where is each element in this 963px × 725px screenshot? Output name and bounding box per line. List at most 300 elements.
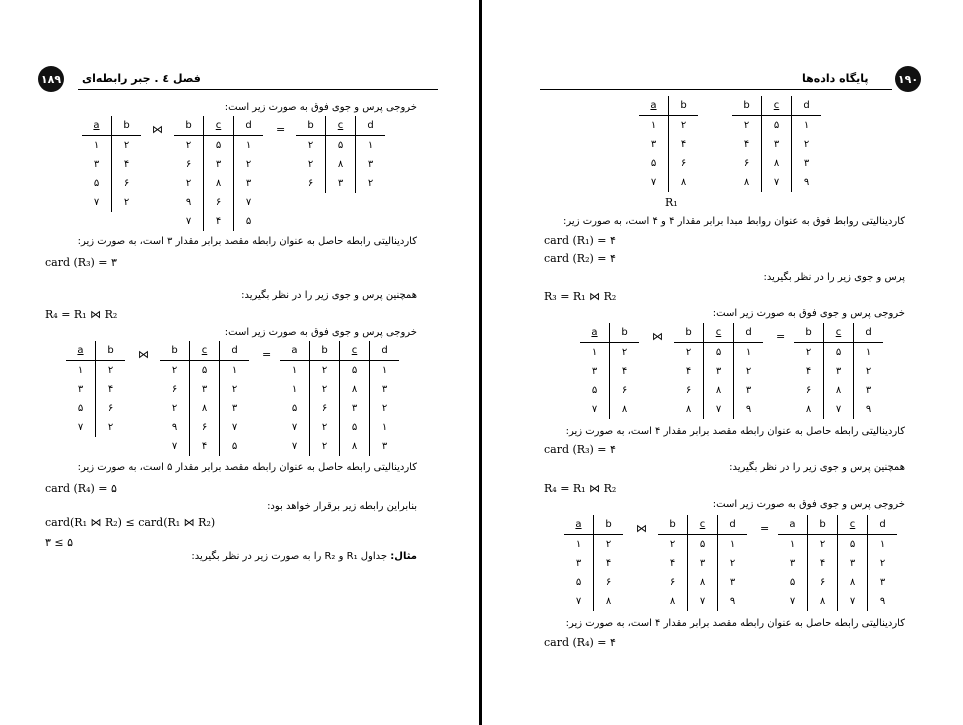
table-cell: ۲ [734, 362, 764, 381]
query-expression: R₄ = R₁ ⋈ R₂ [45, 308, 118, 321]
table [82, 116, 141, 212]
cardinality-equation: card (R₄) = ۴ [544, 636, 616, 649]
table-cell: ۶ [171, 384, 178, 395]
table-cell: ۴ [112, 155, 142, 174]
book-title: پایگاه داده‌ها [802, 72, 869, 85]
table-caption: R₁ [665, 196, 678, 209]
table-row [794, 362, 883, 381]
table-row [674, 362, 763, 381]
table-row [732, 154, 821, 173]
table-cell: ۱ [789, 539, 796, 550]
table-cell: ۱ [650, 120, 657, 131]
table-cell: ۵ [234, 212, 264, 231]
table-row [794, 381, 883, 400]
table-cell: ۵ [326, 136, 356, 156]
inequality-numeric: ۳ ≤ ۵ [45, 536, 74, 549]
intro-text: خروجی پرس و جوی فوق به صورت زیر است: [224, 327, 417, 338]
cardinality-r2: card (R₂) = ۴ [544, 252, 616, 265]
column-header: c [204, 116, 234, 136]
column-header: d [234, 116, 264, 136]
table-cell: ۶ [185, 159, 192, 170]
table-cell: ۵ [824, 343, 854, 363]
table-cell: ۵ [575, 577, 582, 588]
table-cell: ۲ [805, 347, 812, 358]
table-cell: ۴ [190, 437, 220, 456]
query-expression: R₄ = R₁ ⋈ R₂ [544, 482, 617, 495]
table-cell: ۳ [234, 174, 264, 193]
table-cell: ۷ [591, 404, 598, 415]
equals-operator: = [262, 348, 272, 361]
therefore-text: بنابراین رابطه زیر برقرار خواهد بود: [267, 501, 417, 512]
table-row [280, 361, 399, 381]
table-cell: ۷ [93, 197, 100, 208]
table-row [82, 155, 141, 174]
table [778, 515, 897, 611]
table-cell: ۷ [234, 193, 264, 212]
table-row [82, 193, 141, 212]
cardinality-text: کاردینالیتی رابطه حاصل به عنوان رابطه مقصد برابر مقدار ۳ است، به صورت زیر: [77, 236, 417, 247]
table-cell: ۱ [734, 343, 764, 363]
table-cell: ۲ [307, 159, 314, 170]
table-cell: ۵ [340, 418, 370, 437]
column-header: d [356, 116, 386, 136]
header-rule [540, 89, 892, 90]
table-cell: ۵ [688, 535, 718, 555]
table-cell: ۵ [93, 178, 100, 189]
table-cell: ۳ [370, 380, 400, 399]
equals-operator: = [276, 123, 286, 136]
table-cell: ۳ [326, 174, 356, 193]
cardinality-text: کاردینالیتی رابطه حاصل به عنوان رابطه مقصد برابر مقدار ۴ است، به صورت زیر: [565, 618, 905, 629]
table-cell: ۳ [789, 558, 796, 569]
table-cell: ۳ [77, 384, 84, 395]
table-cell: ۶ [307, 178, 314, 189]
table-cell: ۱ [291, 365, 298, 376]
table-row [296, 174, 385, 193]
table-cell: ۹ [734, 400, 764, 419]
table-cell: ۷ [185, 216, 192, 227]
table-cell: ۵ [650, 158, 657, 169]
column-header: a [82, 116, 112, 136]
table-row [658, 573, 747, 592]
table-cell: ۲ [310, 437, 340, 456]
table-cell: ۶ [96, 399, 126, 418]
table-cell: ۹ [185, 197, 192, 208]
table [674, 323, 763, 419]
table-row [639, 154, 698, 173]
table-cell: ۱ [291, 384, 298, 395]
table-row [794, 400, 883, 419]
table-row [658, 554, 747, 573]
table-cell: ۸ [824, 381, 854, 400]
table-cell: ۶ [112, 174, 142, 193]
intro-text: خروجی پرس و جوی فوق به صورت زیر است: [712, 499, 905, 510]
chapter-title: فصل ٤ . جبر رابطه‌ای [82, 72, 201, 85]
table-cell: ۲ [718, 554, 748, 573]
table-cell: ۳ [854, 381, 884, 400]
table-cell: ۶ [808, 573, 838, 592]
column-header: b [610, 323, 640, 343]
table-row [564, 535, 623, 555]
column-header: b [808, 515, 838, 535]
table-cell: ۲ [220, 380, 250, 399]
column-header: a [580, 323, 610, 343]
table-row [82, 174, 141, 193]
table-cell: ۸ [669, 596, 676, 607]
table-cell: ۵ [838, 535, 868, 555]
cardinality-text: کاردینالیتی روابط فوق به عنوان روابط مبدا برابر مقدار ۴ و ۴ است، به صورت زیر: [563, 216, 905, 227]
table-row [674, 343, 763, 363]
table-cell: ۱ [370, 418, 400, 437]
table-row [280, 380, 399, 399]
example-text: جداول R₁ و R₂ را به صورت زیر در نظر بگیرید: [191, 551, 388, 562]
cardinality-r1: card (R₁) = ۴ [544, 234, 616, 247]
table-row [66, 361, 125, 381]
table-row [280, 399, 399, 418]
table-cell: ۲ [112, 136, 142, 156]
cardinality-equation: card (R₄) = ۵ [45, 482, 117, 495]
table-cell: ۳ [204, 155, 234, 174]
column-header: b [296, 116, 326, 136]
table [658, 515, 747, 611]
column-header: d [718, 515, 748, 535]
table-cell: ۷ [789, 596, 796, 607]
table-row [160, 361, 249, 381]
table-cell: ۵ [291, 403, 298, 414]
column-header: a [66, 341, 96, 361]
equals-operator: = [776, 330, 786, 343]
table-cell: ۸ [669, 173, 699, 192]
table-cell: ۵ [340, 361, 370, 381]
table-cell: ۲ [610, 343, 640, 363]
column-header: d [220, 341, 250, 361]
table-cell: ۴ [204, 212, 234, 231]
table-row [174, 155, 263, 174]
table-cell: ۷ [171, 441, 178, 452]
table-row [66, 399, 125, 418]
table-row [160, 418, 249, 437]
table-row [639, 173, 698, 192]
table-row [639, 135, 698, 154]
column-header: d [854, 323, 884, 343]
table-cell: ۸ [204, 174, 234, 193]
table-cell: ۷ [824, 400, 854, 419]
table-cell: ۷ [291, 441, 298, 452]
table-cell: ۲ [808, 535, 838, 555]
example-paragraph [191, 551, 417, 562]
table-cell: ۲ [185, 140, 192, 151]
table-cell: ۷ [688, 592, 718, 611]
table [174, 116, 263, 231]
table-cell: ۲ [792, 135, 822, 154]
table-cell: ۲ [594, 535, 624, 555]
left-page [0, 0, 479, 725]
column-header: b [658, 515, 688, 535]
column-header: b [674, 323, 704, 343]
table-cell: ۹ [171, 422, 178, 433]
table-row [174, 136, 263, 156]
table-cell: ۸ [762, 154, 792, 173]
join-operator: ⋈ [152, 123, 163, 136]
table-cell: ۲ [669, 539, 676, 550]
table [794, 323, 883, 419]
table-row [564, 573, 623, 592]
table-cell: ۳ [868, 573, 898, 592]
column-header: c [838, 515, 868, 535]
table-row [160, 437, 249, 456]
table-cell: ۲ [96, 418, 126, 437]
table [66, 341, 125, 437]
table-cell: ۲ [310, 418, 340, 437]
table-cell: ۲ [868, 554, 898, 573]
table-cell: ۹ [854, 400, 884, 419]
table-cell: ۳ [824, 362, 854, 381]
table-r2 [732, 96, 821, 192]
table-cell: ۸ [340, 380, 370, 399]
table-cell: ۱ [868, 535, 898, 555]
column-header: a [564, 515, 594, 535]
table-row [778, 554, 897, 573]
table-cell: ۶ [190, 418, 220, 437]
cardinality-equation: card (R₃) = ۳ [45, 256, 117, 269]
table-cell: ۴ [669, 558, 676, 569]
table-row [658, 592, 747, 611]
table-row [82, 136, 141, 156]
intro-text: خروجی پرس و جوی فوق به صورت زیر است: [712, 308, 905, 319]
table-row [732, 173, 821, 192]
inequality-expression: card(R₁ ⋈ R₂) ≤ card(R₁ ⋈ R₂) [45, 516, 216, 529]
table-cell: ۷ [77, 422, 84, 433]
table-cell: ۵ [789, 577, 796, 588]
table-cell: ۸ [610, 400, 640, 419]
column-header: a [639, 96, 669, 116]
example-label: مثال: [390, 551, 417, 562]
table-cell: ۳ [591, 366, 598, 377]
table-cell: ۵ [204, 136, 234, 156]
also-query-text: همچنین پرس و جوی زیر را در نظر بگیرید: [241, 290, 417, 301]
table-cell: ۷ [575, 596, 582, 607]
intro-text: خروجی پرس و جوی فوق به صورت زیر است: [224, 102, 417, 113]
table-cell: ۲ [307, 140, 314, 151]
table-cell: ۷ [762, 173, 792, 192]
table-row [732, 116, 821, 136]
table-cell: ۱ [792, 116, 822, 136]
table-cell: ۴ [805, 366, 812, 377]
table-cell: ۶ [594, 573, 624, 592]
table-row [778, 573, 897, 592]
table-cell: ۳ [718, 573, 748, 592]
table-cell: ۱ [93, 140, 100, 151]
column-header: a [280, 341, 310, 361]
table-row [658, 535, 747, 555]
table-cell: ۱ [575, 539, 582, 550]
header-rule [78, 89, 438, 90]
table-cell: ۲ [370, 399, 400, 418]
table-cell: ۳ [340, 399, 370, 418]
table-cell: ۵ [190, 361, 220, 381]
table-cell: ۳ [762, 135, 792, 154]
table-cell: ۲ [185, 178, 192, 189]
table-cell: ۵ [704, 343, 734, 363]
cardinality-equation: card (R₃) = ۴ [544, 443, 616, 456]
table-cell: ۳ [370, 437, 400, 456]
table-cell: ۸ [685, 404, 692, 415]
table-cell: ۸ [743, 177, 750, 188]
column-header: d [370, 341, 400, 361]
table-cell: ۱ [370, 361, 400, 381]
table-cell: ۲ [669, 116, 699, 136]
column-header: d [868, 515, 898, 535]
table-cell: ۲ [685, 347, 692, 358]
table-cell: ۷ [838, 592, 868, 611]
table-row [639, 116, 698, 136]
table-row [296, 155, 385, 174]
table-row [580, 400, 639, 419]
table-row [778, 535, 897, 555]
column-header: b [96, 341, 126, 361]
table-cell: ۸ [808, 592, 838, 611]
table-cell: ۳ [734, 381, 764, 400]
column-header: c [688, 515, 718, 535]
table-cell: ۱ [718, 535, 748, 555]
table-cell: ۴ [96, 380, 126, 399]
column-header: c [190, 341, 220, 361]
table-cell: ۶ [669, 154, 699, 173]
table-cell: ۳ [575, 558, 582, 569]
table-cell: ۴ [808, 554, 838, 573]
table-row [580, 362, 639, 381]
table-cell: ۲ [234, 155, 264, 174]
table-row [564, 554, 623, 573]
table-cell: ۷ [704, 400, 734, 419]
table-cell: ۸ [340, 437, 370, 456]
page-number-badge: ۱۹۰ [895, 66, 921, 92]
table-row [280, 418, 399, 437]
query-text: پرس و جوی زیر را در نظر بگیرید: [763, 272, 905, 283]
table-row [674, 400, 763, 419]
column-header: c [762, 96, 792, 116]
table-cell: ۶ [310, 399, 340, 418]
table-cell: ۲ [171, 403, 178, 414]
table-cell: ۳ [688, 554, 718, 573]
table-cell: ۲ [310, 380, 340, 399]
right-page [482, 0, 963, 725]
column-header: c [824, 323, 854, 343]
table-cell: ۱ [854, 343, 884, 363]
table-cell: ۳ [356, 155, 386, 174]
table-cell: ۵ [77, 403, 84, 414]
also-query-text: همچنین پرس و جوی زیر را در نظر بگیرید: [729, 462, 905, 473]
column-header: b [594, 515, 624, 535]
table-row [794, 343, 883, 363]
table-cell: ۲ [854, 362, 884, 381]
table-cell: ۶ [805, 385, 812, 396]
table-cell: ۲ [96, 361, 126, 381]
table-cell: ۳ [792, 154, 822, 173]
table-cell: ۱ [234, 136, 264, 156]
column-header: c [326, 116, 356, 136]
table-cell: ۳ [704, 362, 734, 381]
table-cell: ۹ [792, 173, 822, 192]
column-header: b [112, 116, 142, 136]
query-expression: R₃ = R₁ ⋈ R₂ [544, 290, 617, 303]
table-cell: ۶ [610, 381, 640, 400]
table-cell: ۹ [718, 592, 748, 611]
page-number-badge: ۱۸۹ [38, 66, 64, 92]
table-r1 [639, 96, 698, 192]
table-cell: ۴ [743, 139, 750, 150]
join-operator: ⋈ [652, 330, 663, 343]
table [160, 341, 249, 456]
table [280, 341, 399, 456]
table-cell: ۶ [204, 193, 234, 212]
table-row [564, 592, 623, 611]
table-row [580, 381, 639, 400]
column-header: c [340, 341, 370, 361]
table-cell: ۴ [610, 362, 640, 381]
table-cell: ۵ [220, 437, 250, 456]
table-cell: ۳ [93, 159, 100, 170]
table [296, 116, 385, 193]
table-cell: ۴ [594, 554, 624, 573]
table-row [174, 212, 263, 231]
table-cell: ۸ [326, 155, 356, 174]
table-cell: ۱ [591, 347, 598, 358]
column-header: d [734, 323, 764, 343]
table-cell: ۸ [704, 381, 734, 400]
table-cell: ۱ [356, 136, 386, 156]
table-cell: ۷ [291, 422, 298, 433]
table-row [778, 592, 897, 611]
table-cell: ۱ [77, 365, 84, 376]
join-operator: ⋈ [138, 348, 149, 361]
table-cell: ۸ [838, 573, 868, 592]
column-header: b [174, 116, 204, 136]
table-cell: ۱ [220, 361, 250, 381]
table-cell: ۷ [650, 177, 657, 188]
table-cell: ۶ [685, 385, 692, 396]
table-cell: ۶ [669, 577, 676, 588]
column-header: d [792, 96, 822, 116]
table-cell: ۳ [838, 554, 868, 573]
table-row [580, 343, 639, 363]
table [564, 515, 623, 611]
column-header: b [669, 96, 699, 116]
table-cell: ۵ [762, 116, 792, 136]
table-cell: ۳ [220, 399, 250, 418]
table-cell: ۳ [190, 380, 220, 399]
column-header: b [310, 341, 340, 361]
table-row [674, 381, 763, 400]
table-cell: ۸ [688, 573, 718, 592]
table-cell: ۶ [743, 158, 750, 169]
table-cell: ۲ [310, 361, 340, 381]
table-cell: ۲ [112, 193, 142, 212]
table-cell: ۹ [868, 592, 898, 611]
table [580, 323, 639, 419]
table-cell: ۵ [591, 385, 598, 396]
column-header: b [794, 323, 824, 343]
table-row [280, 437, 399, 456]
table-row [174, 174, 263, 193]
table-cell: ۳ [650, 139, 657, 150]
equals-operator: = [760, 522, 770, 535]
cardinality-text: کاردینالیتی رابطه حاصل به عنوان رابطه مقصد برابر مقدار ۵ است، به صورت زیر: [77, 462, 417, 473]
table-row [160, 399, 249, 418]
table-row [296, 136, 385, 156]
table-row [160, 380, 249, 399]
table-row [66, 418, 125, 437]
